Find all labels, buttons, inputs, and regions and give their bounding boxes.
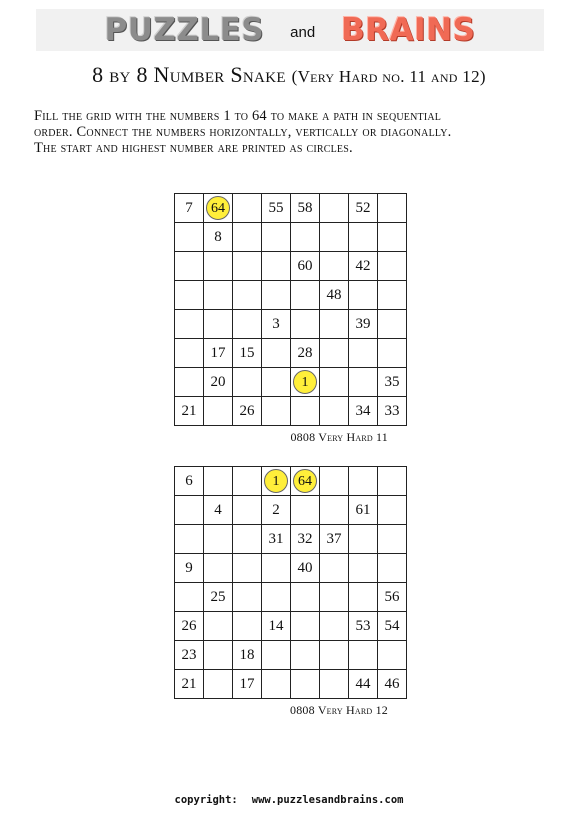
grid-cell[interactable]	[320, 612, 349, 641]
cell-number: 42	[355, 257, 371, 274]
grid-row	[175, 612, 407, 641]
grid-cell[interactable]	[175, 641, 204, 670]
grid-cell[interactable]	[291, 554, 320, 583]
grid-cell[interactable]	[204, 612, 233, 641]
cell-number: 23	[181, 646, 197, 663]
grid-cell[interactable]	[262, 339, 291, 368]
grid-row	[175, 339, 407, 368]
grid-cell[interactable]	[204, 641, 233, 670]
circled-number: 1	[264, 469, 288, 493]
grid-cell[interactable]	[175, 467, 204, 496]
grid-cell[interactable]	[291, 194, 320, 223]
grid-cell[interactable]	[233, 525, 262, 554]
grid-cell[interactable]	[175, 339, 204, 368]
puzzle-grid-11	[174, 193, 407, 426]
grid-cell[interactable]	[233, 368, 262, 397]
grid-cell[interactable]	[233, 194, 262, 223]
grid-cell[interactable]	[204, 339, 233, 368]
grid-cell[interactable]	[204, 496, 233, 525]
grid-cell[interactable]	[175, 281, 204, 310]
grid-cell[interactable]	[320, 339, 349, 368]
cell-number: 32	[297, 530, 313, 547]
grid-cell[interactable]	[204, 281, 233, 310]
grid-cell[interactable]	[233, 554, 262, 583]
grid-cell[interactable]	[349, 554, 378, 583]
grid-cell[interactable]	[262, 397, 291, 426]
grid-cell[interactable]	[233, 281, 262, 310]
grid-cell[interactable]	[204, 525, 233, 554]
grid-cell[interactable]	[291, 223, 320, 252]
grid-cell[interactable]	[175, 525, 204, 554]
grid-cell[interactable]	[233, 310, 262, 339]
grid-cell[interactable]	[320, 281, 349, 310]
cell-number: 3	[272, 315, 280, 332]
cell-number: 35	[384, 373, 400, 390]
cell-number: 20	[210, 373, 226, 390]
grid-cell[interactable]	[233, 252, 262, 281]
grid-cell[interactable]	[204, 554, 233, 583]
grid-cell[interactable]	[175, 194, 204, 223]
grid-cell[interactable]	[378, 223, 407, 252]
cell-number: 54	[384, 617, 400, 634]
cell-number: 46	[384, 675, 400, 692]
cell-number: 17	[239, 675, 255, 692]
grid-row	[175, 194, 407, 223]
grid-cell[interactable]	[175, 252, 204, 281]
cell-number: 4	[214, 501, 222, 518]
grid-cell[interactable]	[291, 583, 320, 612]
grid-cell[interactable]	[204, 194, 233, 223]
grid-cell[interactable]	[233, 641, 262, 670]
grid-cell[interactable]	[262, 368, 291, 397]
grid-cell[interactable]	[204, 252, 233, 281]
grid-cell[interactable]	[233, 223, 262, 252]
puzzle-caption-11: 0808 Very Hard 11	[290, 430, 388, 444]
grid-cell[interactable]	[349, 397, 378, 426]
grid-cell[interactable]	[175, 310, 204, 339]
cell-number: 58	[297, 199, 313, 216]
title-main: 8 by 8 Number Snake	[92, 62, 286, 87]
instruction-line: Fill the grid with the numbers 1 to 64 to make a path in sequential	[34, 108, 442, 124]
grid-cell[interactable]	[349, 223, 378, 252]
grid-cell[interactable]	[320, 368, 349, 397]
grid-cell[interactable]	[320, 310, 349, 339]
cell-number: 55	[268, 199, 284, 216]
grid-row	[175, 670, 407, 699]
cell-number: 7	[185, 199, 193, 216]
grid-cell[interactable]	[378, 310, 407, 339]
grid-cell[interactable]	[320, 496, 349, 525]
cell-number: 37	[326, 530, 342, 547]
grid-cell[interactable]	[349, 467, 378, 496]
instruction-line: The start and highest number are printed as circles.	[34, 140, 353, 156]
grid-row	[175, 641, 407, 670]
grid-cell[interactable]	[262, 670, 291, 699]
grid-cell[interactable]	[378, 368, 407, 397]
cell-number: 48	[326, 286, 342, 303]
grid-cell[interactable]	[291, 612, 320, 641]
grid-cell[interactable]	[349, 194, 378, 223]
grid-row	[175, 310, 407, 339]
grid-cell[interactable]	[291, 281, 320, 310]
grid-cell[interactable]	[378, 496, 407, 525]
grid-cell[interactable]	[378, 339, 407, 368]
grid-cell[interactable]	[204, 397, 233, 426]
grid-cell[interactable]	[349, 525, 378, 554]
grid-cell[interactable]	[378, 583, 407, 612]
grid-cell[interactable]	[262, 467, 291, 496]
grid-cell[interactable]	[175, 554, 204, 583]
cell-number: 56	[384, 588, 400, 605]
grid-cell[interactable]	[204, 670, 233, 699]
grid-cell[interactable]	[378, 525, 407, 554]
grid-cell[interactable]	[378, 641, 407, 670]
circled-number: 64	[293, 469, 317, 493]
grid-cell[interactable]	[262, 252, 291, 281]
grid-cell[interactable]	[320, 583, 349, 612]
grid-cell[interactable]	[320, 223, 349, 252]
grid-row	[175, 368, 407, 397]
cell-number: 33	[384, 402, 400, 419]
grid-cell[interactable]	[378, 194, 407, 223]
grid-cell[interactable]	[204, 583, 233, 612]
title-subtitle: (Very Hard no. 11 and 12)	[291, 67, 486, 86]
grid-cell[interactable]	[204, 467, 233, 496]
grid-row	[175, 281, 407, 310]
grid-row	[175, 554, 407, 583]
page-title	[0, 62, 578, 88]
grid-cell[interactable]	[233, 467, 262, 496]
cell-number: 61	[355, 501, 371, 518]
grid-cell[interactable]	[349, 281, 378, 310]
grid-cell[interactable]	[349, 641, 378, 670]
grid-cell[interactable]	[291, 467, 320, 496]
cell-number: 39	[355, 315, 371, 332]
grid-cell[interactable]	[349, 670, 378, 699]
grid-cell[interactable]	[291, 525, 320, 554]
cell-number: 6	[185, 472, 193, 489]
logo-word-puzzles: PUZZLES	[104, 12, 265, 48]
copyright-label: copyright:	[174, 794, 238, 806]
instruction-line: order. Connect the numbers horizontally, vertically or diagonally.	[34, 124, 452, 140]
grid-row	[175, 583, 407, 612]
grid-cell[interactable]	[291, 670, 320, 699]
grid-cell[interactable]	[262, 641, 291, 670]
grid-cell[interactable]	[175, 612, 204, 641]
grid-cell[interactable]	[291, 496, 320, 525]
cell-number: 8	[214, 228, 222, 245]
grid-row	[175, 223, 407, 252]
grid-cell[interactable]	[233, 339, 262, 368]
grid-cell[interactable]	[204, 223, 233, 252]
grid-cell[interactable]	[349, 583, 378, 612]
cell-number: 18	[239, 646, 255, 663]
grid-cell[interactable]	[262, 496, 291, 525]
cell-number: 60	[297, 257, 313, 274]
grid-cell[interactable]	[320, 525, 349, 554]
grid-cell[interactable]	[349, 612, 378, 641]
grid-cell[interactable]	[378, 252, 407, 281]
puzzle-grid-12	[174, 466, 407, 699]
grid-cell[interactable]	[175, 223, 204, 252]
grid-cell[interactable]	[320, 397, 349, 426]
circled-number: 64	[206, 196, 230, 220]
copyright-url[interactable]: www.puzzlesandbrains.com	[251, 794, 404, 806]
cell-number: 34	[355, 402, 371, 419]
grid-cell[interactable]	[378, 554, 407, 583]
grid-cell[interactable]	[320, 670, 349, 699]
grid-cell[interactable]	[262, 223, 291, 252]
grid-row	[175, 525, 407, 554]
grid-cell[interactable]	[262, 281, 291, 310]
grid-cell[interactable]	[320, 467, 349, 496]
grid-cell[interactable]	[233, 397, 262, 426]
grid-cell[interactable]	[233, 612, 262, 641]
cell-number: 15	[239, 344, 255, 361]
logo-word-and: and	[290, 23, 316, 41]
grid-cell[interactable]	[378, 397, 407, 426]
circled-number: 1	[293, 370, 317, 394]
grid-cell[interactable]	[349, 496, 378, 525]
cell-number: 2	[272, 501, 280, 518]
cell-number: 21	[181, 402, 197, 419]
footer	[0, 794, 578, 806]
grid-cell[interactable]	[175, 368, 204, 397]
cell-number: 17	[210, 344, 226, 361]
grid-cell[interactable]	[320, 641, 349, 670]
grid-cell[interactable]	[320, 194, 349, 223]
grid-row	[175, 397, 407, 426]
grid-cell[interactable]	[291, 339, 320, 368]
cell-number: 53	[355, 617, 371, 634]
grid-cell[interactable]	[175, 670, 204, 699]
grid-cell[interactable]	[204, 310, 233, 339]
grid-cell[interactable]	[291, 252, 320, 281]
grid-cell[interactable]	[233, 496, 262, 525]
cell-number: 52	[355, 199, 371, 216]
grid-cell[interactable]	[262, 583, 291, 612]
grid-cell[interactable]	[291, 641, 320, 670]
cell-number: 31	[268, 530, 284, 547]
grid-cell[interactable]	[349, 252, 378, 281]
grid-cell[interactable]	[320, 252, 349, 281]
cell-number: 25	[210, 588, 226, 605]
grid-cell[interactable]	[378, 281, 407, 310]
grid-cell[interactable]	[320, 554, 349, 583]
grid-cell[interactable]	[291, 310, 320, 339]
grid-cell[interactable]	[349, 368, 378, 397]
grid-cell[interactable]	[175, 496, 204, 525]
grid-cell[interactable]	[262, 525, 291, 554]
instructions	[34, 108, 554, 156]
cell-number: 9	[185, 559, 193, 576]
grid-cell[interactable]	[291, 368, 320, 397]
cell-number: 26	[239, 402, 255, 419]
grid-cell[interactable]	[262, 310, 291, 339]
grid-cell[interactable]	[175, 397, 204, 426]
grid-cell[interactable]	[378, 467, 407, 496]
puzzle-caption-12: 0808 Very Hard 12	[290, 703, 388, 717]
grid-cell[interactable]	[175, 583, 204, 612]
cell-number: 28	[297, 344, 313, 361]
logo-banner	[36, 9, 544, 51]
grid-cell[interactable]	[378, 612, 407, 641]
grid-cell[interactable]	[262, 554, 291, 583]
grid-cell[interactable]	[262, 194, 291, 223]
grid-row	[175, 496, 407, 525]
cell-number: 40	[297, 559, 313, 576]
grid-cell[interactable]	[204, 368, 233, 397]
grid-row	[175, 467, 407, 496]
cell-number: 14	[268, 617, 284, 634]
cell-number: 44	[355, 675, 371, 692]
grid-cell[interactable]	[233, 670, 262, 699]
grid-cell[interactable]	[262, 612, 291, 641]
grid-cell[interactable]	[291, 397, 320, 426]
cell-number: 26	[181, 617, 197, 634]
grid-row	[175, 252, 407, 281]
logo-word-brains: BRAINS	[341, 12, 476, 48]
cell-number: 21	[181, 675, 197, 692]
grid-cell[interactable]	[349, 310, 378, 339]
grid-cell[interactable]	[378, 670, 407, 699]
grid-cell[interactable]	[349, 339, 378, 368]
grid-cell[interactable]	[233, 583, 262, 612]
